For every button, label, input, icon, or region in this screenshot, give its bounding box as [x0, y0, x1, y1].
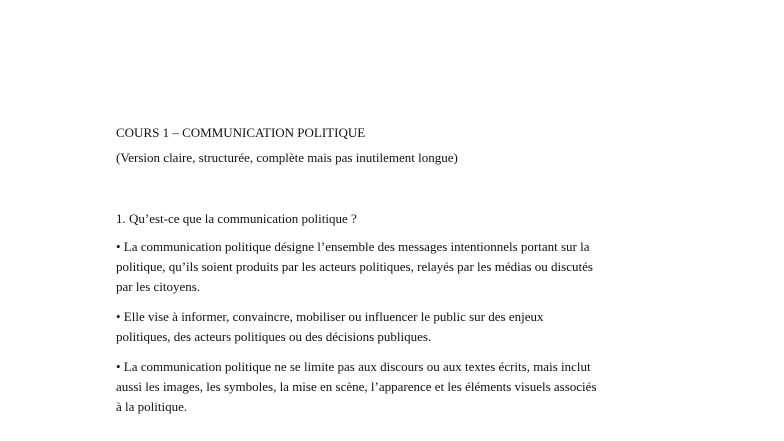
paragraph-line: • La communication politique ne se limite pas aux discours ou aux textes écrits, mais inclut: [116, 359, 591, 374]
paragraph-line: • Elle vise à informer, convaincre, mobiliser ou influencer le public sur des enjeux: [116, 309, 544, 324]
section-heading: 1. Qu’est-ce que la communication politique ?: [116, 211, 357, 226]
bullet-paragraph-3: [116, 357, 676, 417]
paragraph-line: aussi les images, les symboles, la mise en scène, l’apparence et les éléments visuels associés: [116, 379, 597, 394]
document-content: [116, 124, 676, 427]
bullet-paragraph-2: [116, 307, 676, 347]
paragraph-line: • La communication politique désigne l’ensemble des messages intentionnels portant sur la: [116, 239, 590, 254]
paragraph-line: par les citoyens.: [116, 279, 201, 294]
paragraph-line: politiques, des acteurs politiques ou des décisions publiques.: [116, 329, 432, 344]
document-subtitle: (Version claire, structurée, complète mais pas inutilement longue): [116, 150, 458, 165]
paragraph-line: politique, qu’ils soient produits par les acteurs politiques, relayés par les médias ou discutés: [116, 259, 593, 274]
bullet-paragraph-1: [116, 237, 676, 297]
paragraph-line: à la politique.: [116, 399, 188, 414]
document-title: COURS 1 – COMMUNICATION POLITIQUE: [116, 125, 366, 140]
